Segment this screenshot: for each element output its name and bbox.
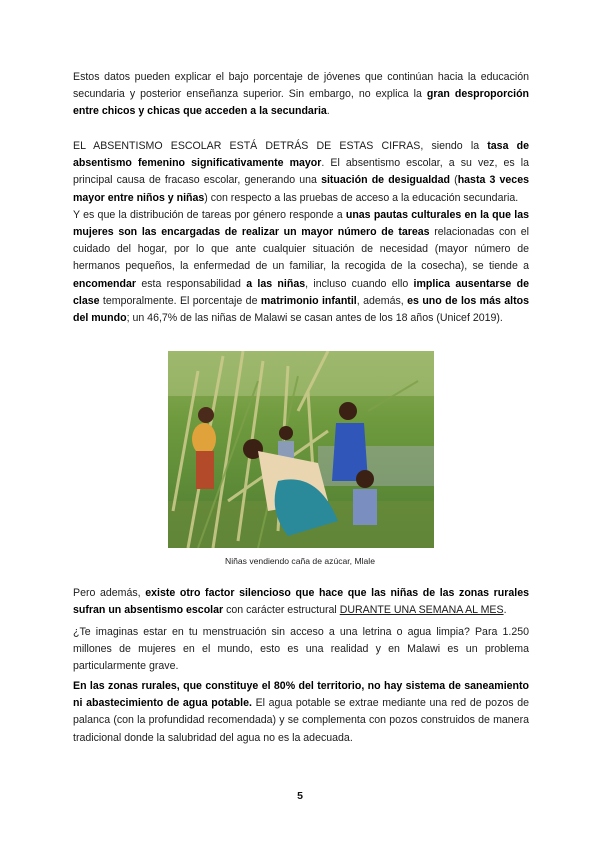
p2-bold-3: hasta 3 veces mayor entre niños y niñas [73, 174, 529, 204]
p4-text-3: . [503, 604, 507, 617]
paragraph-4 [73, 585, 529, 619]
p3-text-2: relacionadas con el cuidado del hogar, por lo que ante cualquier situación de necesidad (mayor número de hermanos pequeños, la enfermedad de un familiar, la recogida de la cosecha), se tiende a [73, 226, 529, 273]
p2-text-1: EL ABSENTISMO ESCOLAR ESTÁ DETRÁS DE ESTAS CIFRAS, siendo la [73, 140, 488, 152]
paragraph-2 [73, 138, 529, 327]
p3-text-5: temporalmente. El porcentaje de [99, 294, 261, 307]
p4-text-2: con carácter estructural [223, 604, 340, 617]
p2-text-2: . El absentismo escolar, a su vez, es la principal causa de fracaso escolar, generando una [73, 157, 529, 187]
p3-bold-6: es uno de los más altos del mundo [73, 294, 530, 325]
p2-bold-2: situación de desigualdad [321, 174, 451, 187]
p5-text-1: ¿Te imaginas estar en tu menstruación sin acceso a una letrina o agua limpia? Para 1.250 millones de mujeres en el mundo, esto es una realidad y en Malawi es un problema particularmente grave. [73, 626, 529, 673]
p4-underline-1: DURANTE UNA SEMANA AL MES [339, 604, 504, 617]
p3-text-3: esta responsabilidad [136, 277, 247, 290]
paragraph-1 [73, 69, 529, 121]
p3-text-4: , incluso cuando ello [305, 277, 414, 290]
paragraph-6 [73, 678, 529, 747]
p1-text-2: . [326, 105, 330, 118]
p3-bold-2: encomendar [73, 277, 136, 290]
p3-text-6: , además, [356, 294, 408, 307]
p2-text-3: ( [450, 174, 458, 187]
p3-text-7: ; un 46,7% de las niñas de Malawi se casan antes de los 18 años (Unicef 2019). [126, 312, 503, 325]
p2-text-4: ) con respecto a las pruebas de acceso a la educación secundaria. [204, 191, 519, 204]
page-number: 5 [297, 790, 303, 802]
p3-text-1: Y es que la distribución de tareas por género responde a [73, 208, 346, 221]
p3-bold-1: unas pautas culturales en la que las mujeres son las encargadas de realizar un mayor número de tareas [73, 208, 529, 239]
p3-bold-5: matrimonio infantil [260, 294, 357, 307]
p2-bold-1: tasa de absentismo femenino significativamente mayor [73, 140, 529, 170]
paragraph-5 [73, 624, 529, 676]
sugarcane-photo [168, 351, 434, 548]
p1-text-1: Estos datos pueden explicar el bajo porcentaje de jóvenes que continúan hacia la educación secundaria y posterior enseñanza superior. Sin embargo, no explica la [73, 71, 529, 101]
p3-bold-4: implica ausentarse de clase [73, 277, 529, 307]
photo-caption: Niñas vendiendo caña de azúcar, Mlale [224, 556, 375, 566]
p3-bold-3: a las niñas [246, 277, 306, 290]
p6-text-1: El agua potable se extrae mediante una red de pozos de palanca (con la profundidad recomendada) y se complementa con pozos construidos de manera tradicional donde la salubridad del agua no es la adecuada. [73, 697, 529, 744]
p4-bold-1: existe otro factor silencioso que hace que las niñas de las zonas rurales sufran un absentismo escolar [73, 587, 529, 617]
p6-bold-1: En las zonas rurales, que constituye el 80% del territorio, no hay sistema de saneamiento ni abastecimiento de agua potable. [73, 680, 529, 710]
p1-bold-1: gran desproporción entre chicos y chicas que acceden a la secundaria [73, 88, 530, 118]
p4-text-1: Pero además, [73, 587, 146, 599]
